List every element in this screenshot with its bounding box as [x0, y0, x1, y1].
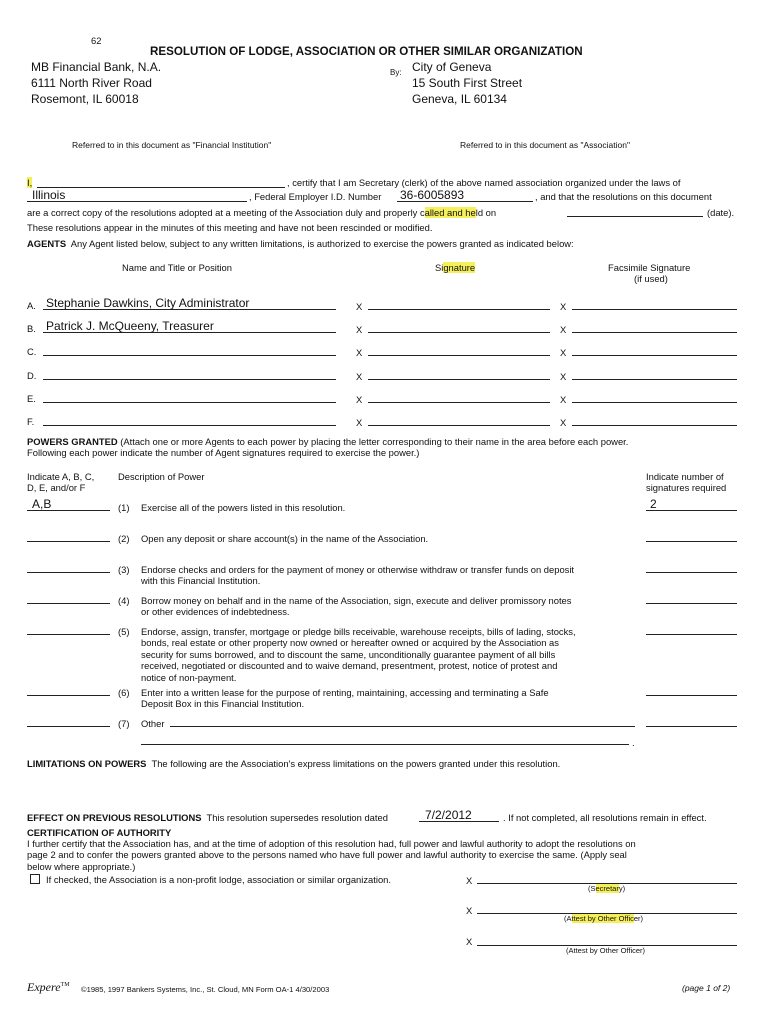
- power-description: notice of non-payment.: [141, 671, 237, 683]
- power-description: Exercise all of the powers listed in this resolution.: [141, 502, 346, 513]
- power-agents: A,B: [32, 497, 52, 511]
- power-description: security for sums borrowed, and to discount the same, unconditionally guarantee payment of all bills: [141, 648, 556, 660]
- facsimile-field[interactable]: [572, 355, 737, 356]
- agent-letter: A.: [27, 300, 36, 311]
- association-address2: Geneva, IL 60134: [412, 92, 507, 106]
- col-num-sigs-2: signatures required: [646, 482, 727, 493]
- cert-i-label: I,: [27, 177, 33, 188]
- power-number: (2): [118, 533, 130, 544]
- other-line-2[interactable]: [141, 744, 629, 745]
- signature-field[interactable]: [368, 425, 550, 426]
- signature-x: X: [356, 371, 363, 382]
- signature-x: X: [356, 324, 363, 335]
- signatures-required-field[interactable]: [646, 541, 737, 542]
- sig-x-2: X: [466, 905, 473, 916]
- agent-letter: F.: [27, 416, 35, 427]
- power-description: Enter into a written lease for the purpose of renting, maintaining, accessing and terminating a Safe: [141, 687, 549, 698]
- limitations: LIMITATIONS ON POWERS The following are the Association's express limitations on the powers granted under this resolution.: [27, 758, 561, 769]
- sig-x-3: X: [466, 936, 473, 947]
- meeting-date-field[interactable]: [567, 216, 703, 217]
- power-number: (3): [118, 564, 130, 575]
- agent-letter: D.: [27, 370, 37, 381]
- cert-text3: are a correct copy of the resolutions adopted at a meeting of the Association duly and properly called and held on: [27, 207, 497, 218]
- secretary-name-field[interactable]: [37, 187, 285, 188]
- signatures-required-field[interactable]: [646, 603, 737, 604]
- facsimile-x: X: [560, 347, 567, 358]
- col-indicate-2: D, E, and/or F: [27, 482, 86, 493]
- agent-name-field[interactable]: [43, 379, 336, 380]
- power-number: (6): [118, 687, 130, 698]
- power-description: or other evidences of indebtedness.: [141, 606, 290, 618]
- agent-name-field[interactable]: [43, 355, 336, 356]
- page-number-top: 62: [91, 35, 102, 46]
- signature-field[interactable]: [368, 402, 550, 403]
- power-number: (4): [118, 595, 130, 606]
- facsimile-x: X: [560, 324, 567, 335]
- signatures-required-field[interactable]: [646, 695, 737, 696]
- certification-text: I further certify that the Association has, and at the time of adoption of this resolution had, full power and lawful authority to adopt the resolutions on page 2 and to confer the powers granted above to the persons named who have full power and lawful authority to exercise the same. (Apply seal below where appropriate.): [27, 838, 636, 872]
- association-name: City of Geneva: [412, 60, 492, 74]
- copyright: ©1985, 1997 Bankers Systems, Inc., St. Cloud, MN Form OA-1 4/30/2003: [81, 985, 330, 994]
- nonprofit-label: If checked, the Association is a non-profit lodge, association or similar organization.: [46, 874, 391, 885]
- signature-x: X: [356, 301, 363, 312]
- facsimile-field[interactable]: [572, 309, 737, 310]
- agent-letter: E.: [27, 393, 36, 404]
- power-description: received, negotiated or discounted and to waive demand, presentment, protest, notice of protest and: [141, 660, 558, 672]
- date-label: (date).: [707, 207, 735, 218]
- attest-caption-1: (Attest by Other Officer): [564, 914, 644, 923]
- col-num-sigs-1: Indicate number of: [646, 471, 724, 482]
- signature-field[interactable]: [368, 309, 550, 310]
- facsimile-field[interactable]: [572, 379, 737, 380]
- institution-address2: Rosemont, IL 60018: [31, 92, 139, 106]
- signatures-required-field[interactable]: [646, 510, 737, 511]
- facsimile-field[interactable]: [572, 332, 737, 333]
- fein-label: , Federal Employer I.D. Number: [249, 191, 382, 202]
- referred-association: Referred to in this document as "Association": [460, 140, 630, 150]
- agent-name: Stephanie Dawkins, City Administrator: [46, 296, 250, 310]
- agent-letter: C.: [27, 346, 37, 357]
- fein-value: 36-6005893: [400, 188, 465, 202]
- powers-intro: POWERS GRANTED (Attach one or more Agents to each power by placing the letter corresponding to their name in the area before each power. Following each power indicate the number of Agent signatures required to exercise the power.): [27, 436, 629, 459]
- page-indicator: (page 1 of 2): [682, 983, 731, 993]
- signatures-required-field[interactable]: [646, 634, 737, 635]
- agents-intro: AGENTS Any Agent listed below, subject to any written limitations, is authorized to exercise the powers granted as indicated below:: [27, 238, 574, 249]
- effect-text2: . If not completed, all resolutions remain in effect.: [503, 812, 707, 823]
- by-label: By:: [390, 68, 402, 77]
- other-power-field[interactable]: [170, 726, 635, 727]
- cert-text1: , certify that I am Secretary (clerk) of the above named association organized under the laws of: [287, 177, 681, 188]
- power-number: (1): [118, 502, 130, 513]
- signature-x: X: [356, 417, 363, 428]
- power-description: bonds, real estate or other property now owned or hereafter owned or acquired by the Association as: [141, 637, 559, 649]
- facsimile-x: X: [560, 394, 567, 405]
- expere-logo: Expere™: [27, 980, 70, 994]
- power-agents-field[interactable]: [27, 572, 110, 573]
- period: .: [632, 737, 635, 748]
- col-signature: Signature: [435, 262, 476, 273]
- signatures-required-field[interactable]: [646, 726, 737, 727]
- power-agents-field[interactable]: [27, 695, 110, 696]
- agent-name-field[interactable]: [43, 425, 336, 426]
- power-number: (5): [118, 626, 130, 637]
- power-description: Deposit Box in this Financial Institution.: [141, 698, 305, 710]
- cert-text2: , and that the resolutions on this document: [535, 191, 712, 202]
- facsimile-x: X: [560, 417, 567, 428]
- col-name-title: Name and Title or Position: [122, 262, 232, 273]
- signatures-required-field[interactable]: [646, 572, 737, 573]
- power-description: with this Financial Institution.: [141, 575, 261, 587]
- power-agents-field[interactable]: [27, 541, 110, 542]
- secretary-caption: (Secretary): [588, 884, 626, 893]
- certification-label: CERTIFICATION OF AUTHORITY: [27, 827, 172, 838]
- agent-name-field[interactable]: [43, 402, 336, 403]
- signatures-required: 2: [650, 497, 657, 511]
- facsimile-x: X: [560, 371, 567, 382]
- col-description: Description of Power: [118, 471, 205, 482]
- col-facsimile: Facsimile Signature: [608, 262, 691, 273]
- signature-field[interactable]: [368, 332, 550, 333]
- signature-field[interactable]: [368, 355, 550, 356]
- facsimile-x: X: [560, 301, 567, 312]
- col-indicate-1: Indicate A, B, C,: [27, 471, 95, 482]
- referred-institution: Referred to in this document as "Financial Institution": [72, 140, 272, 150]
- association-address1: 15 South First Street: [412, 76, 523, 90]
- previous-resolution-date: 7/2/2012: [425, 808, 472, 822]
- facsimile-field[interactable]: [572, 402, 737, 403]
- sig-x-1: X: [466, 875, 473, 886]
- nonprofit-checkbox[interactable]: [30, 874, 40, 884]
- power-agents-field[interactable]: [27, 634, 110, 635]
- power-description: Endorse, assign, transfer, mortgage or pledge bills receivable, warehouse receipts, bills of lading, stocks,: [141, 626, 576, 637]
- power-agents-field[interactable]: [27, 603, 110, 604]
- power-number: (7): [118, 718, 130, 729]
- power-description: Endorse checks and orders for the payment of money or otherwise withdraw or transfer funds on deposit: [141, 564, 575, 575]
- signature-x: X: [356, 394, 363, 405]
- institution-name: MB Financial Bank, N.A.: [31, 60, 162, 74]
- power-description: Other: [141, 718, 165, 729]
- cert-text4: These resolutions appear in the minutes of this meeting and have not been rescinded or modified.: [27, 222, 433, 233]
- institution-address1: 6111 North River Road: [31, 76, 152, 90]
- signature-field[interactable]: [368, 379, 550, 380]
- power-description: Borrow money on behalf and in the name of the Association, sign, execute and deliver promissory notes: [141, 595, 572, 606]
- agent-letter: B.: [27, 323, 36, 334]
- signature-x: X: [356, 347, 363, 358]
- power-description: Open any deposit or share account(s) in the name of the Association.: [141, 533, 429, 544]
- power-agents-field[interactable]: [27, 726, 110, 727]
- effect-label: EFFECT ON PREVIOUS RESOLUTIONS This resolution supersedes resolution dated: [27, 812, 388, 823]
- attest-caption-2: (Attest by Other Officer): [566, 946, 646, 955]
- facsimile-field[interactable]: [572, 425, 737, 426]
- document-title: RESOLUTION OF LODGE, ASSOCIATION OR OTHER SIMILAR ORGANIZATION: [150, 45, 583, 58]
- state-value: Illinois: [32, 188, 66, 202]
- agent-name: Patrick J. McQueeny, Treasurer: [46, 319, 214, 333]
- col-facsimile-note: (if used): [634, 273, 668, 284]
